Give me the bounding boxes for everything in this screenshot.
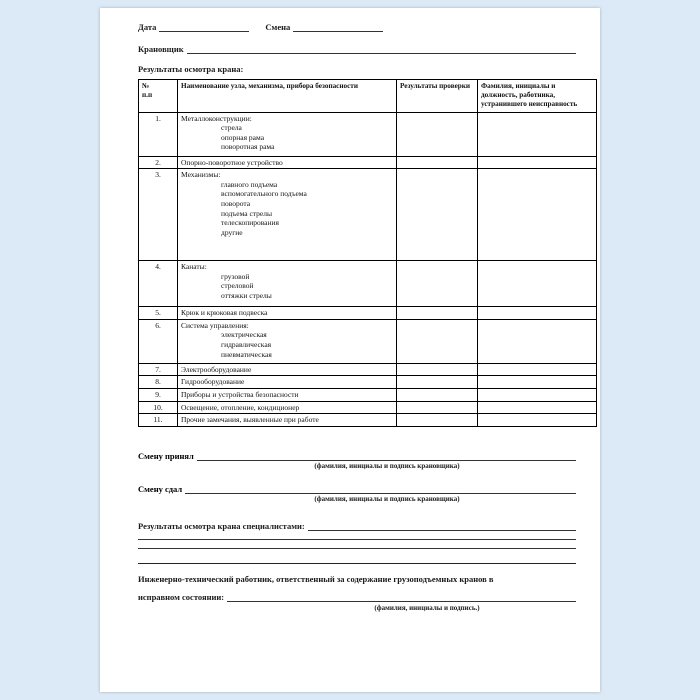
row-subitem: грузовой [221,271,250,281]
row-title: Металлоконструкции: [181,113,252,123]
responsible-row-2 [138,592,576,602]
row-num: 2. [139,156,178,169]
row-subitem: пневматическая [221,349,272,359]
row-fio-cell[interactable] [478,319,597,363]
row-fio-cell[interactable] [478,363,597,376]
row-result-cell[interactable] [397,169,478,261]
specialists-field[interactable] [308,521,576,531]
row-result-cell[interactable] [397,307,478,320]
row-name: Приборы и устройства безопасности [178,389,397,402]
row-num: 9. [139,389,178,402]
row-name [178,261,397,307]
shift-handed-field[interactable] [185,484,576,494]
row-subitem: подъема стрелы [221,208,273,218]
date-label: Дата [138,22,157,32]
inspection-table [138,79,597,427]
row-subitem: опорная рама [221,132,265,142]
responsible-field[interactable] [227,592,576,602]
row-subitem: поворотная рама [221,142,275,152]
row-name [178,169,397,261]
table-row [139,156,597,169]
row-name: Прочие замечания, выявленные при работе [178,414,397,427]
row-num: 6. [139,319,178,363]
section-title: Результаты осмотра крана: [138,64,244,74]
row-result-cell[interactable] [397,414,478,427]
responsible-label: Инженерно-технический работник, ответственный за содержание грузоподъемных кранов в [138,573,494,584]
shift-handed-row [138,484,576,494]
row-name: Электрооборудование [178,363,397,376]
document-page [100,8,600,692]
row-name [178,319,397,363]
col-fio: Фамилия, инициалы и должность, работника, устранившего неисправность [478,80,597,113]
row-fio-cell[interactable] [478,401,597,414]
row-result-cell[interactable] [397,376,478,389]
row-name: Освещение, отопление, кондиционер [178,401,397,414]
row-result-cell[interactable] [397,401,478,414]
date-shift-row [138,22,576,32]
row-fio-cell[interactable] [478,112,597,156]
row-name: Опорно-поворотное устройство [178,156,397,169]
table-row [139,261,597,307]
table-row [139,169,597,261]
row-result-cell[interactable] [397,261,478,307]
shift-accepted-caption: (фамилия, инициалы и подпись крановщика) [314,461,460,470]
row-result-cell[interactable] [397,112,478,156]
shift-handed-label: Смену сдал [138,483,183,494]
row-num: 11. [139,414,178,427]
table-row [139,307,597,320]
row-subitem: телескопирования [221,218,279,228]
row-fio-cell[interactable] [478,414,597,427]
row-num: 10. [139,401,178,414]
row-num: 5. [139,307,178,320]
responsible-caption: (фамилия, инициалы и подпись.) [374,603,480,612]
row-fio-cell[interactable] [478,376,597,389]
shift-handed-caption: (фамилия, инициалы и подпись крановщика) [314,494,460,503]
shift-accepted-row [138,451,576,461]
row-fio-cell[interactable] [478,307,597,320]
table-header-row [139,80,597,113]
row-name: Гидрооборудование [178,376,397,389]
row-subitem: вспомогательного подъема [221,189,307,199]
row-result-cell[interactable] [397,389,478,402]
row-num: 7. [139,363,178,376]
divider [138,563,576,564]
row-title: Система управления: [181,320,249,330]
operator-label: Крановщик [138,44,184,54]
row-title: Механизмы: [181,170,221,180]
row-num: 1. [139,112,178,156]
row-result-cell[interactable] [397,319,478,363]
row-name [178,112,397,156]
row-fio-cell[interactable] [478,156,597,169]
shift-label: Смена [265,22,291,32]
signature-section [138,451,576,612]
row-num: 4. [139,261,178,307]
specialists-row [138,521,576,531]
row-fio-cell[interactable] [478,169,597,261]
table-row [139,363,597,376]
col-result: Результаты проверки [397,80,478,113]
row-subitem: главного подъема [221,179,278,189]
row-subitem: другие [221,227,243,237]
row-subitem: гидравлическая [221,340,272,350]
col-name: Наименование узла, механизма, прибора безопасности [178,80,397,113]
col-num: № п.п [139,80,178,113]
specialists-line-3[interactable] [138,547,576,549]
row-subitem: оттяжки стрелы [221,291,272,301]
table-body [139,112,597,426]
responsible-row-1 [138,574,576,584]
shift-accepted-label: Смену принял [138,450,194,461]
row-subitem: электрическая [221,330,267,340]
table-row [139,319,597,363]
row-subitem: стрела [221,123,242,133]
row-subitem: стреловой [221,281,254,291]
row-subitem: поворота [221,199,251,209]
date-field[interactable] [159,22,249,32]
operator-field[interactable] [187,44,576,54]
table-row [139,414,597,427]
specialists-section [138,521,576,549]
document-body [138,22,576,612]
responsible-label-2: исправном состоянии: [138,591,225,602]
table-row [139,389,597,402]
table-row [139,401,597,414]
shift-accepted-field[interactable] [197,451,576,461]
table-row [139,376,597,389]
shift-field[interactable] [293,22,383,32]
row-name: Крюк и крюковая подвеска [178,307,397,320]
table-head [139,80,597,113]
row-fio-cell[interactable] [478,389,597,402]
specialists-line-2[interactable] [138,538,576,540]
row-fio-cell[interactable] [478,261,597,307]
row-result-cell[interactable] [397,156,478,169]
table-row [139,112,597,156]
row-result-cell[interactable] [397,363,478,376]
operator-row [138,44,576,54]
row-num: 3. [139,169,178,261]
row-title: Канаты: [181,262,207,272]
specialists-label: Результаты осмотра крана специалистами: [138,520,305,531]
row-num: 8. [139,376,178,389]
